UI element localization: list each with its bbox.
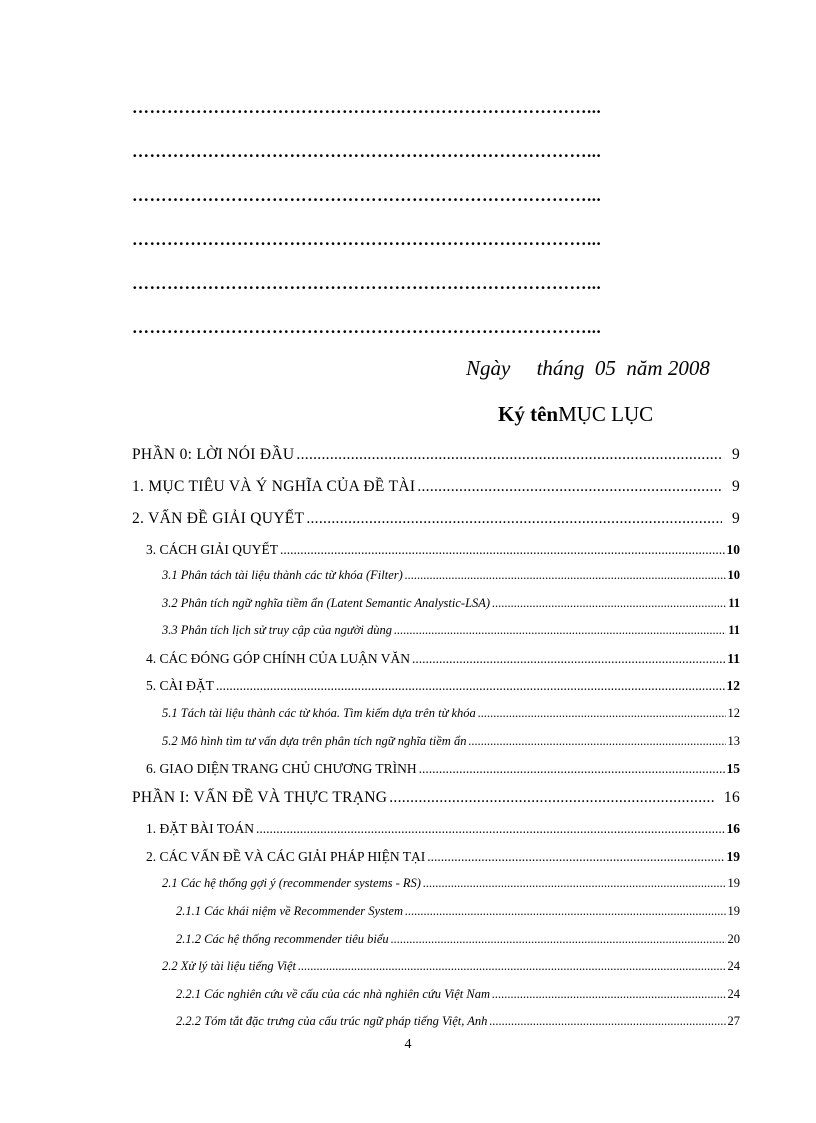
toc-entry[interactable]: [162, 596, 740, 611]
toc-leader: [423, 876, 726, 891]
dotted-line: ……………………………………………………………………...: [132, 142, 602, 161]
toc-entry-page: 12: [727, 706, 740, 720]
toc-entry-page: 20: [727, 932, 740, 946]
toc-leader: [492, 596, 726, 611]
toc-entry-page: 9: [731, 446, 740, 463]
toc-entry-page: 15: [726, 761, 740, 776]
toc-entry-label: 5.2 Mô hình tìm tư vấn dựa trên phân tích ngữ nghĩa tiềm ẩn: [162, 734, 467, 748]
toc-entry-page: 12: [726, 678, 740, 693]
toc-entry-label: 1. MỤC TIÊU VÀ Ý NGHĨA CỦA ĐỀ TÀI: [132, 478, 416, 495]
dotted-line: ……………………………………………………………………...: [132, 318, 602, 337]
toc-entry-page: 10: [727, 568, 740, 582]
toc-entry-page: 11: [728, 596, 740, 610]
toc-entry[interactable]: [146, 651, 740, 667]
toc-entry-page: 10: [726, 542, 740, 557]
toc-entry[interactable]: [146, 678, 740, 694]
toc-entry-page: 16: [723, 789, 740, 806]
toc-entry-page: 11: [728, 623, 740, 637]
toc-entry[interactable]: [176, 904, 740, 919]
toc-leader: [419, 761, 725, 777]
toc-entry-page: 19: [727, 876, 740, 890]
toc-leader: [489, 1014, 725, 1029]
toc-entry[interactable]: [162, 623, 740, 638]
toc-entry[interactable]: [162, 959, 740, 974]
toc-title: MỤC LỤC: [558, 402, 654, 426]
toc-entry-label: 3. CÁCH GIẢI QUYẾT: [146, 542, 278, 557]
toc-entry-label: 2.1.2 Các hệ thống recommender tiêu biểu: [176, 932, 389, 946]
toc-entry[interactable]: [176, 987, 740, 1002]
signature-heading: [498, 402, 653, 427]
toc-entry-label: 5.1 Tách tài liệu thành các từ khóa. Tìm kiếm dựa trên từ khóa: [162, 706, 476, 720]
toc-entry-page: 9: [731, 478, 740, 495]
toc-entry-page: 19: [726, 849, 740, 864]
toc-leader: [306, 510, 722, 528]
toc-entry-label: 2.2.2 Tóm tắt đặc trưng của cấu trúc ngữ pháp tiếng Việt, Anh: [176, 1014, 488, 1028]
toc-entry-page: 27: [727, 1014, 740, 1028]
toc-entry-label: 2.1 Các hệ thống gợi ý (recommender systems - RS): [162, 876, 421, 890]
toc-leader: [412, 651, 725, 667]
dotted-line: ……………………………………………………………………...: [132, 98, 602, 117]
toc-entry-label: 4. CÁC ĐÓNG GÓP CHÍNH CỦA LUẬN VĂN: [146, 651, 411, 666]
toc-entry-page: 13: [727, 734, 740, 748]
toc-entry-label: PHẦN I: VẤN ĐỀ VÀ THỰC TRẠNG: [132, 789, 388, 806]
toc-leader: [492, 987, 725, 1002]
toc-leader: [405, 568, 726, 583]
toc-entry-label: 3.3 Phân tích lịch sử truy cập của người dùng: [162, 623, 392, 637]
toc-entry-label: 1. ĐẶT BÀI TOÁN: [146, 821, 255, 836]
toc-entry-page: 19: [727, 904, 740, 918]
toc-leader: [394, 623, 726, 638]
toc-entry[interactable]: [132, 510, 740, 528]
dotted-line: ……………………………………………………………………...: [132, 274, 602, 293]
toc-entry-label: 2.2 Xử lý tài liệu tiếng Việt: [162, 959, 296, 973]
toc-entry[interactable]: [146, 849, 740, 865]
toc-entry-label: 3.2 Phân tích ngữ nghĩa tiềm ẩn (Latent Semantic Analystic-LSA): [162, 596, 491, 610]
toc-entry-page: 16: [726, 821, 740, 836]
toc-entry[interactable]: [132, 478, 740, 496]
toc-entry-label: PHẦN 0: LỜI NÓI ĐẦU: [132, 446, 295, 463]
toc-entry-page: 9: [731, 510, 740, 527]
toc-leader: [216, 678, 725, 694]
toc-entry[interactable]: [162, 706, 740, 721]
dotted-line: ……………………………………………………………………...: [132, 186, 602, 205]
toc-entry[interactable]: [146, 821, 740, 837]
toc-entry[interactable]: [176, 1014, 740, 1029]
toc-entry-page: 24: [727, 987, 740, 1001]
toc-entry-label: 5. CÀI ĐẶT: [146, 678, 214, 693]
toc-entry[interactable]: [146, 542, 740, 558]
toc-leader: [296, 446, 722, 464]
toc-leader: [280, 542, 725, 558]
toc-leader: [298, 959, 726, 974]
toc-entry[interactable]: [132, 789, 740, 807]
toc-leader: [391, 932, 726, 947]
toc-entry[interactable]: [162, 734, 740, 749]
toc-entry[interactable]: [176, 932, 740, 947]
toc-leader: [427, 849, 724, 865]
toc-entry-label: 2.2.1 Các nghiên cứu về cấu của các nhà nghiên cứu Việt Nam: [176, 987, 491, 1001]
toc-entry[interactable]: [146, 761, 740, 777]
toc-entry-page: 11: [727, 651, 740, 666]
toc-entry-label: 6. GIAO DIỆN TRANG CHỦ CHƯƠNG TRÌNH: [146, 761, 417, 776]
toc-leader: [468, 734, 725, 749]
toc-entry[interactable]: [162, 876, 740, 891]
toc-entry[interactable]: [132, 446, 740, 464]
toc-leader: [478, 706, 726, 721]
toc-entry-label: 2. CÁC VẤN ĐỀ VÀ CÁC GIẢI PHÁP HIỆN TẠI: [146, 849, 426, 864]
page-number: 4: [404, 1037, 412, 1052]
toc-leader: [256, 821, 724, 837]
toc-leader: [417, 478, 722, 496]
toc-leader: [389, 789, 714, 807]
toc-entry-label: 2.1.1 Các khái niệm về Recommender System: [176, 904, 404, 918]
dotted-line: ……………………………………………………………………...: [132, 230, 602, 249]
toc-entry[interactable]: [162, 568, 740, 583]
toc-leader: [405, 904, 725, 919]
sign-label: Ký tên: [498, 402, 559, 426]
toc-entry-label: 3.1 Phân tách tài liệu thành các từ khóa (Filter): [162, 568, 403, 582]
toc-entry-page: 24: [727, 959, 740, 973]
toc-entry-label: 2. VẤN ĐỀ GIẢI QUYẾT: [132, 510, 305, 527]
date-line: Ngày tháng 05 năm 2008: [466, 356, 710, 380]
